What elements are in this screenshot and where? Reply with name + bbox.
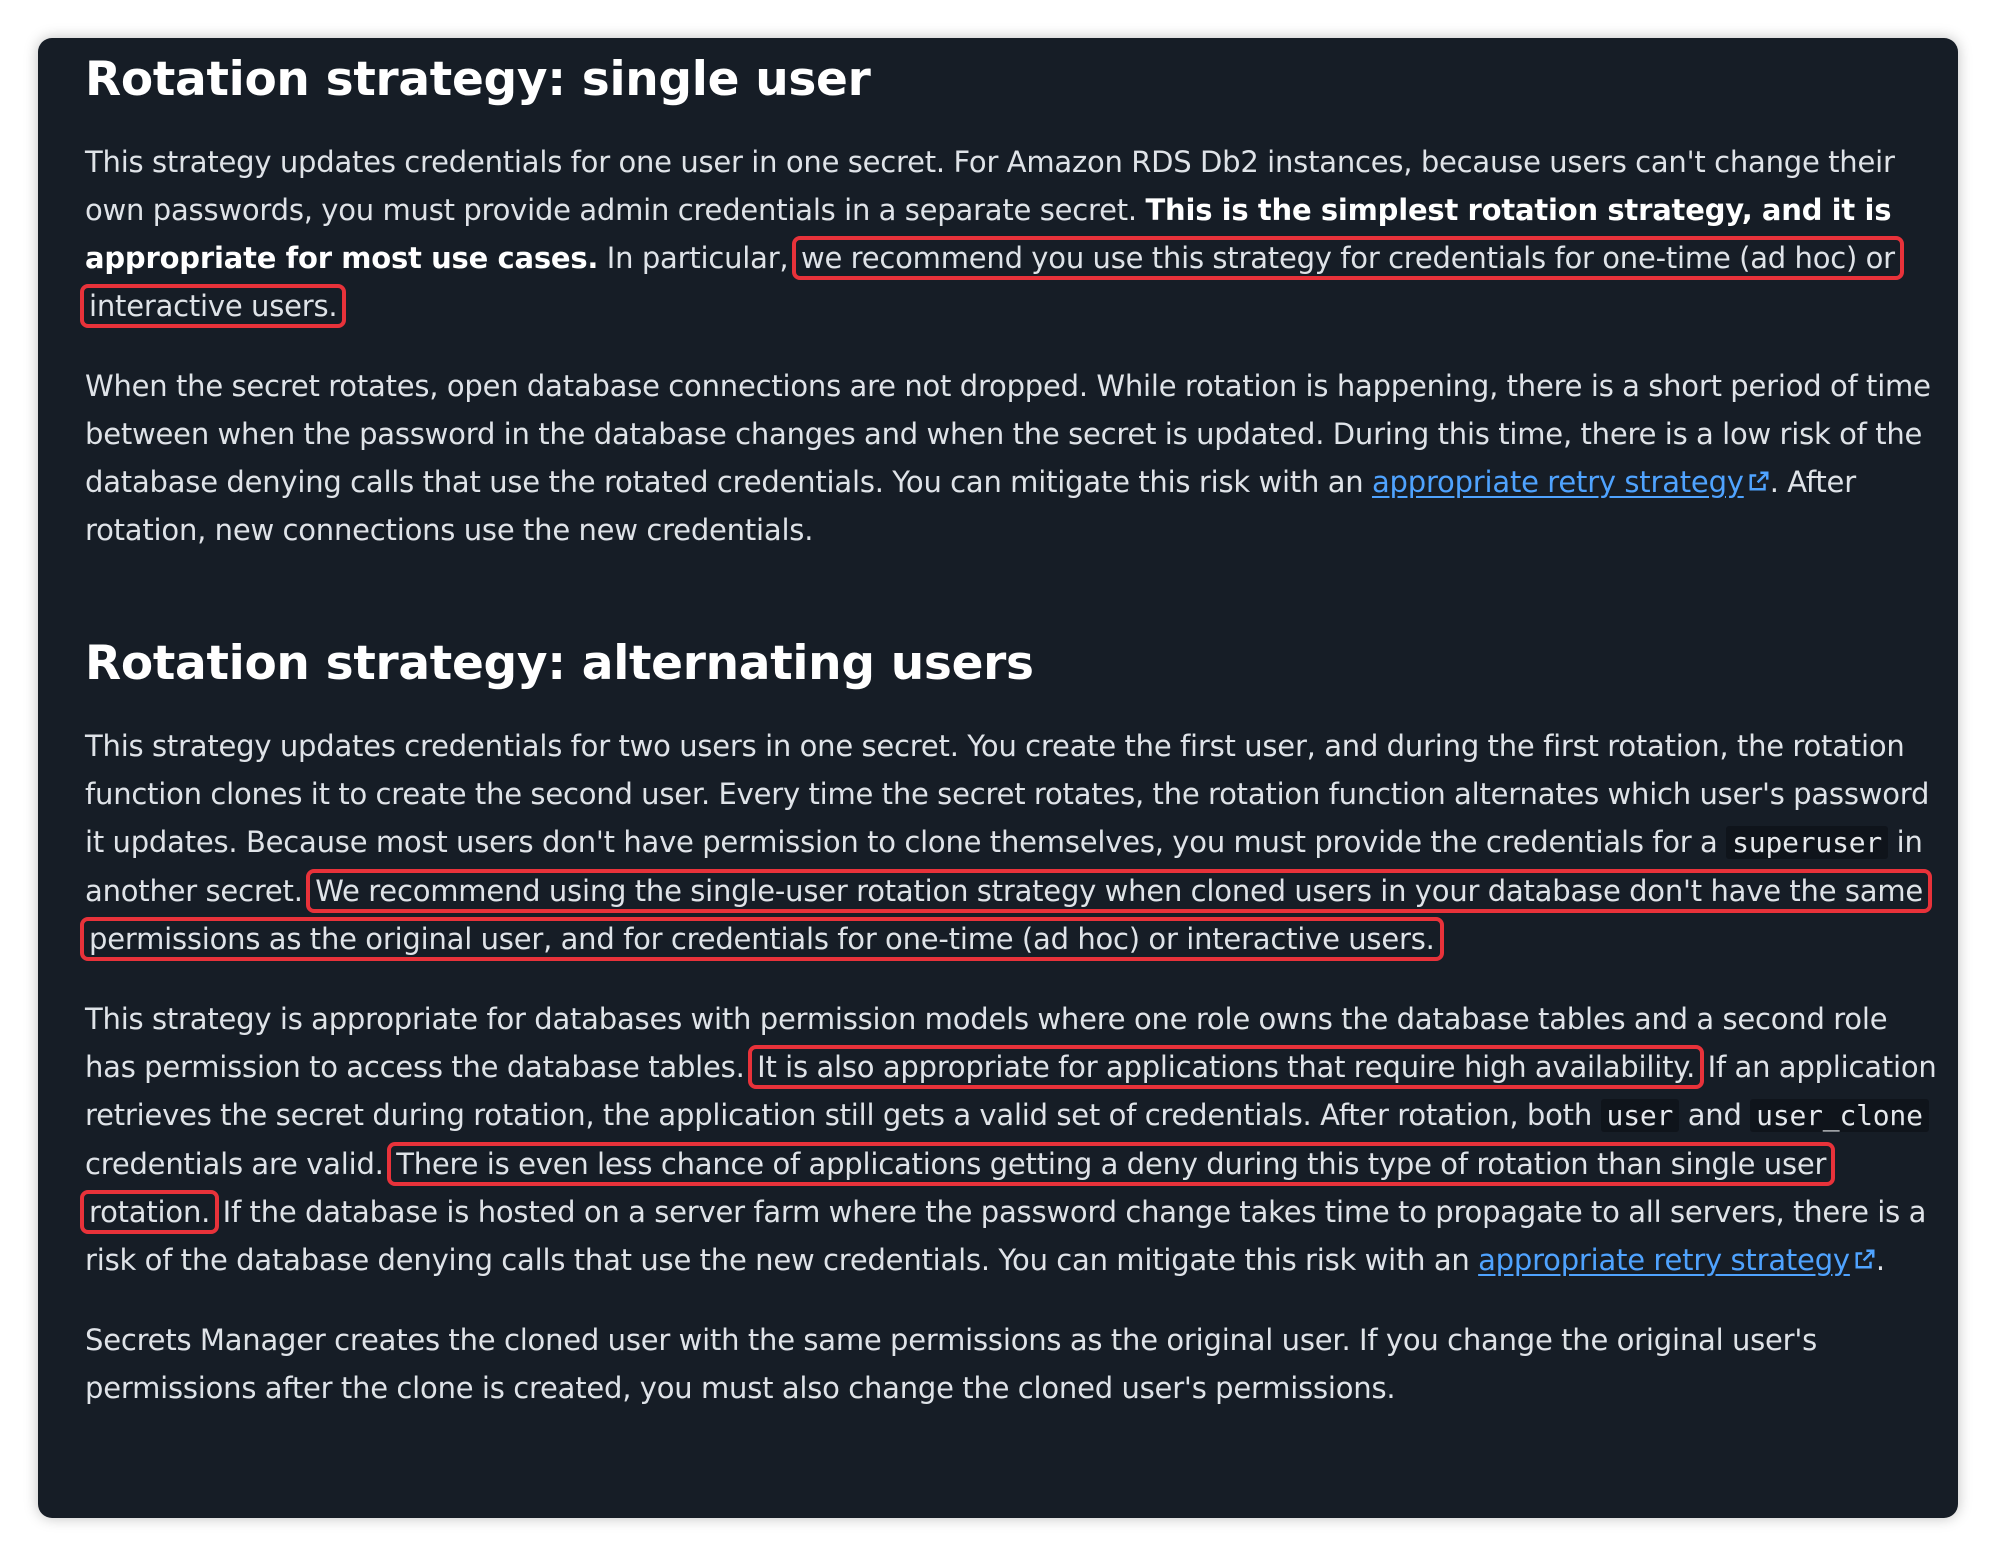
external-link-icon <box>1748 470 1770 492</box>
user-code: user <box>1601 1099 1680 1132</box>
text-span: in another secret. <box>85 825 1923 908</box>
text-span: and <box>1679 1098 1751 1132</box>
text-span: If the database is hosted on a server farm where the password change takes time to propagate to all servers, there is a risk of the database denying calls that use the new credentials. You can mitigate this risk with an <box>85 1195 1927 1277</box>
single-user-paragraph-2 <box>85 362 1945 554</box>
section-spacer <box>85 554 1945 636</box>
bold-text: This is the simplest rotation strategy, and it is appropriate for most use cases. <box>85 193 1892 275</box>
highlighted-text: It is also appropriate for applications that require high availability. <box>753 1050 1699 1084</box>
text-span: This strategy is appropriate for databases with permission models where one role owns the database tables and a second role has permission to access the database tables. <box>85 1002 1888 1084</box>
text-span: In particular, <box>598 241 797 275</box>
section-heading-single-user: Rotation strategy: single user <box>85 52 871 107</box>
retry-strategy-link[interactable] <box>1478 1243 1876 1277</box>
text-span: When the secret rotates, open database connections are not dropped. While rotation is happening, there is a short period of time between when the password in the database changes and when the secret is updated. During this time, there is a low risk of the database denying calls that use the rotated credentials. You can mitigate this risk with an <box>85 369 1931 499</box>
text-span: . <box>1875 1243 1885 1277</box>
section-heading-alternating-users: Rotation strategy: alternating users <box>85 636 1034 691</box>
user-clone-code: user_clone <box>1750 1099 1929 1132</box>
text-span: credentials are valid. <box>85 1147 384 1181</box>
text-span: This strategy updates credentials for one user in one secret. For Amazon RDS Db2 instances, because users can't change their own passwords, you must provide admin credentials in a separate secret. <box>85 145 1895 227</box>
retry-strategy-link[interactable] <box>1372 465 1770 499</box>
single-user-paragraph-1 <box>85 138 1945 330</box>
superuser-code: superuser <box>1726 826 1888 859</box>
alternating-users-paragraph-1 <box>85 722 1945 963</box>
highlighted-text: There is even less chance of applications getting a deny during this type of rotation than single user rotation. <box>85 1147 1830 1229</box>
link-label: appropriate retry strategy <box>1478 1243 1850 1277</box>
external-link-icon <box>1854 1248 1876 1270</box>
text-span: This strategy updates credentials for two users in one secret. You create the first user, and during the first rotation, the rotation function clones it to create the second user. Every time the secret rotates, the rotation function alternates which user's password it updates. Because most users don't have permission to clone themselves, you must provide the credentials for a <box>85 729 1930 859</box>
alternating-users-paragraph-3: Secrets Manager creates the cloned user with the same permissions as the original user. If you change the original user's permissions after the clone is created, you must also change the cloned user's permissions. <box>85 1323 1818 1405</box>
highlighted-text: We recommend using the single-user rotation strategy when cloned users in your database don't have the same permissions as the original user, and for credentials for one-time (ad hoc) or interactive users. <box>85 874 1927 956</box>
link-label: appropriate retry strategy <box>1371 465 1744 499</box>
text-span: If an application retrieves the secret during rotation, the application still gets a valid set of credentials. After rotation, both <box>85 1050 1937 1132</box>
alternating-users-paragraph-2 <box>85 995 1945 1284</box>
documentation-panel <box>38 38 1958 1518</box>
text-span: . After rotation, new connections use the new credentials. <box>85 465 1856 547</box>
highlighted-text: we recommend you use this strategy for credentials for one-time (ad hoc) or interactive users. <box>85 241 1899 323</box>
doc-content <box>85 38 1945 1412</box>
